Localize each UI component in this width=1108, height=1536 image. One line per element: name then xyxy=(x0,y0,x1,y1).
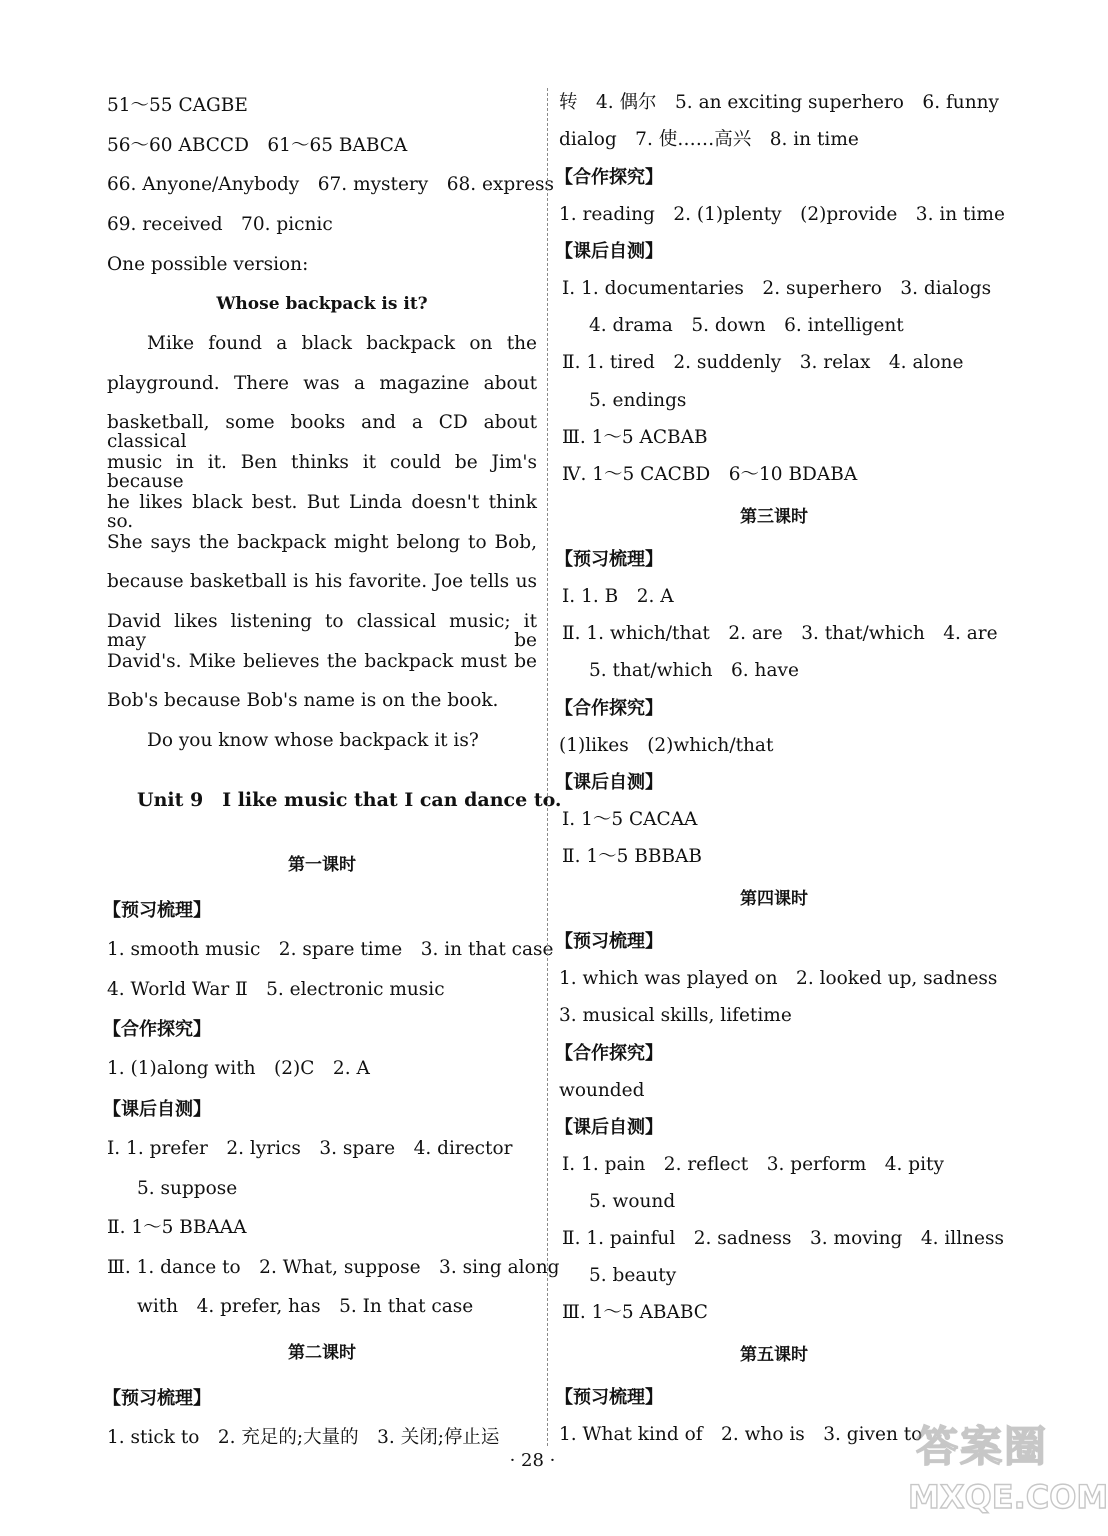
answer-line: Ⅰ. 1～5 CACAA xyxy=(562,809,698,830)
answer-line: Ⅱ. 1. tired 2. suddenly 3. relax 4. alone xyxy=(562,352,964,373)
answer-line: 5. that/which 6. have xyxy=(589,660,799,681)
section-heading: 【合作探究】 xyxy=(555,167,663,188)
essay-line: because basketball is his favorite. Joe tells us xyxy=(107,571,537,592)
essay-line: Bob's because Bob's name is on the book. xyxy=(107,690,499,711)
column-divider xyxy=(547,88,548,1446)
section-heading: 【预习梳理】 xyxy=(103,900,211,921)
answer-line: Ⅰ. 1. prefer 2. lyrics 3. spare 4. director xyxy=(107,1138,513,1159)
essay-line: Mike found a black backpack on the xyxy=(147,333,537,354)
unit-title: Unit 9 I like music that I can dance to. xyxy=(137,789,562,811)
answer-line: (1)likes (2)which/that xyxy=(559,735,774,756)
watermark-url: MXQE.COM xyxy=(908,1478,1108,1516)
answer-line: Ⅲ. 1～5 ACBAB xyxy=(562,427,708,448)
answer-line: Ⅲ. 1～5 ABABC xyxy=(562,1302,708,1323)
lesson-heading: 第二课时 xyxy=(288,1343,356,1363)
answer-line: dialog 7. 使……高兴 8. in time xyxy=(559,129,859,150)
answer-line: 4. World War Ⅱ 5. electronic music xyxy=(107,979,445,1000)
answer-line: 1. smooth music 2. spare time 3. in that case xyxy=(107,939,554,960)
answer-line: 1. which was played on 2. looked up, sadness xyxy=(559,968,998,989)
section-heading: 【预习梳理】 xyxy=(555,549,663,570)
watermark-text: 答案圈 xyxy=(916,1422,1049,1471)
answer-line: Ⅱ. 1. which/that 2. are 3. that/which 4. are xyxy=(562,623,998,644)
answer-line: Ⅰ. 1. documentaries 2. superhero 3. dialogs xyxy=(562,278,992,299)
essay-line: She says the backpack might belong to Bob, xyxy=(107,532,537,553)
section-heading: 【合作探究】 xyxy=(555,698,663,719)
essay-line: Do you know whose backpack it is? xyxy=(147,730,479,751)
answer-line: 56～60 ABCCD 61～65 BABCA xyxy=(107,135,408,156)
section-heading: 【预习梳理】 xyxy=(555,931,663,952)
answer-line: Ⅱ. 1～5 BBBAB xyxy=(562,846,702,867)
answer-line: One possible version: xyxy=(107,254,309,275)
lesson-heading: 第一课时 xyxy=(288,855,356,875)
lesson-heading: 第五课时 xyxy=(740,1345,808,1365)
answer-line: Ⅰ. 1. B 2. A xyxy=(562,586,674,607)
answer-line: Ⅰ. 1. pain 2. reflect 3. perform 4. pity xyxy=(562,1154,944,1175)
lesson-heading: 第三课时 xyxy=(740,507,808,527)
essay-line: playground. There was a magazine about xyxy=(107,373,537,394)
answer-line: Ⅱ. 1. painful 2. sadness 3. moving 4. illness xyxy=(562,1228,1004,1249)
section-heading: 【预习梳理】 xyxy=(103,1388,211,1409)
answer-line: 3. musical skills, lifetime xyxy=(559,1005,792,1026)
answer-line: 1. stick to 2. 充足的;大量的 3. 关闭;停止运 xyxy=(107,1427,500,1448)
answer-line: Ⅲ. 1. dance to 2. What, suppose 3. sing along xyxy=(107,1257,560,1278)
essay-line: music in it. Ben thinks it could be Jim's because xyxy=(107,452,537,492)
lesson-heading: 第四课时 xyxy=(740,889,808,909)
answer-line: 51～55 CAGBE xyxy=(107,95,248,116)
watermark-logo xyxy=(908,1408,1108,1528)
section-heading: 【合作探究】 xyxy=(555,1043,663,1064)
answer-line: Ⅳ. 1～5 CACBD 6～10 BDABA xyxy=(562,464,858,485)
section-heading: 【课后自测】 xyxy=(555,241,663,262)
answer-line: 5. wound xyxy=(589,1191,676,1212)
answer-line: Ⅱ. 1～5 BBAAA xyxy=(107,1217,247,1238)
essay-line: basketball, some books and a CD about classical xyxy=(107,412,537,452)
essay-line: he likes black best. But Linda doesn't think so. xyxy=(107,492,537,532)
section-heading: 【课后自测】 xyxy=(555,772,663,793)
answer-line: 1. (1)along with (2)C 2. A xyxy=(107,1058,370,1079)
section-heading: 【合作探究】 xyxy=(103,1019,211,1040)
essay-line: David's. Mike believes the backpack must be xyxy=(107,651,537,672)
section-heading: 【课后自测】 xyxy=(555,1117,663,1138)
answer-line: 66. Anyone/Anybody 67. mystery 68. express xyxy=(107,174,555,195)
answer-line: 5. suppose xyxy=(137,1178,238,1199)
section-heading: 【课后自测】 xyxy=(103,1099,211,1120)
page-number: · 28 · xyxy=(509,1450,556,1471)
answer-line: wounded xyxy=(559,1080,645,1101)
section-heading: 【预习梳理】 xyxy=(555,1387,663,1408)
answer-line: with 4. prefer, has 5. In that case xyxy=(137,1296,474,1317)
essay-title: Whose backpack is it? xyxy=(216,294,428,314)
answer-line: 5. endings xyxy=(589,390,687,411)
answer-line: 转 4. 偶尔 5. an exciting superhero 6. funny xyxy=(559,92,999,113)
answer-line: 69. received 70. picnic xyxy=(107,214,333,235)
answer-line: 5. beauty xyxy=(589,1265,677,1286)
answer-line: 4. drama 5. down 6. intelligent xyxy=(589,315,904,336)
essay-line: David likes listening to classical music; it may be xyxy=(107,611,537,651)
answer-line: 1. What kind of 2. who is 3. given to xyxy=(559,1424,923,1445)
answer-line: 1. reading 2. (1)plenty (2)provide 3. in time xyxy=(559,204,1005,225)
